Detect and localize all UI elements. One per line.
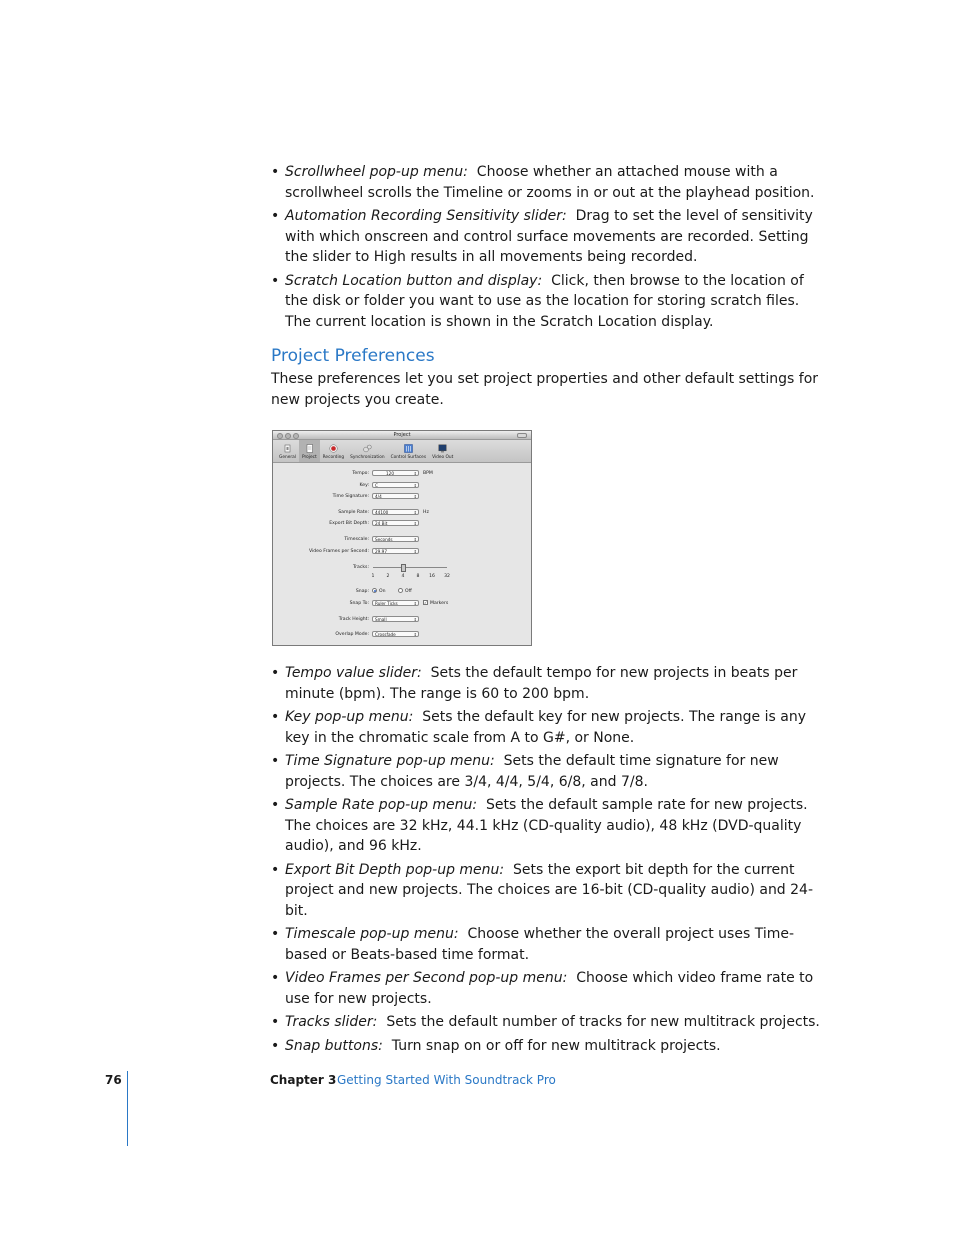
sync-gears-icon bbox=[363, 444, 372, 453]
bullet-text: Sets the default tempo for new projects in beats per minute (bpm). The range is 60 to 200 bpm. bbox=[285, 665, 798, 702]
tracks-slider[interactable] bbox=[371, 567, 450, 579]
tab-recording[interactable] bbox=[320, 440, 348, 462]
time-signature-popup[interactable]: 4/4 ⇕ bbox=[372, 493, 419, 499]
list-item bbox=[271, 206, 827, 268]
track-height-row bbox=[273, 616, 531, 624]
key-popup[interactable]: C ⇕ bbox=[372, 482, 419, 488]
bullet-text: Click, then browse to the location of the disk or folder you want to use as the location for storing scratch files. The current location is shown in the Scratch Location display. bbox=[285, 272, 804, 330]
snap-off-radio[interactable] bbox=[398, 588, 403, 593]
chapter-title: Getting Started With Soundtrack Pro bbox=[337, 1073, 556, 1087]
tempo-unit: BPM bbox=[423, 471, 433, 476]
list-item bbox=[271, 707, 827, 748]
page-number: 76 bbox=[105, 1073, 122, 1087]
timescale-label: Timescale: bbox=[344, 537, 369, 542]
sample-rate-popup[interactable]: 44100 ⇕ bbox=[372, 509, 419, 515]
sample-rate-label: Sample Rate: bbox=[338, 510, 369, 515]
project-preferences-window bbox=[272, 430, 532, 646]
tab-label: Video Out bbox=[432, 455, 454, 460]
video-frames-popup[interactable]: 29.97 ⇕ bbox=[372, 548, 419, 554]
bullet-list-top bbox=[271, 162, 827, 335]
bullet-term: Scrollwheel pop-up menu: bbox=[285, 164, 468, 180]
mixer-faders-icon bbox=[404, 444, 413, 453]
tick-label: 32 bbox=[444, 574, 450, 579]
snap-to-label: Snap To: bbox=[349, 601, 369, 606]
video-frames-row bbox=[273, 548, 531, 556]
tab-label: Recording bbox=[322, 455, 345, 460]
bullet-text: Choose which video frame rate to use for new projects. bbox=[285, 970, 814, 1007]
list-item bbox=[271, 1012, 827, 1033]
snap-label: Snap: bbox=[355, 589, 369, 594]
footer-divider bbox=[127, 1071, 128, 1146]
list-item bbox=[271, 924, 827, 965]
monitor-icon bbox=[438, 444, 447, 453]
section-heading: Project Preferences bbox=[271, 346, 435, 366]
tick-label: 16 bbox=[429, 574, 435, 579]
switch-icon bbox=[283, 444, 292, 453]
time-signature-row bbox=[273, 493, 531, 501]
toolbar-toggle-button[interactable] bbox=[517, 433, 527, 438]
tempo-row bbox=[273, 470, 531, 478]
overlap-mode-row bbox=[273, 631, 531, 639]
bullet-text: Drag to set the level of sensitivity with which onscreen and control surface movements are recorded. Setting the slider to High results in all movements being recorded. bbox=[285, 208, 813, 265]
bullet-text: Choose whether the overall project uses Time-based or Beats-based time format. bbox=[285, 926, 795, 963]
export-bit-depth-popup[interactable]: 24 Bit ⇕ bbox=[372, 520, 419, 526]
list-item bbox=[271, 968, 827, 1009]
bullet-text: Sets the default key for new projects. The range is any key in the chromatic scale from A to G#, or None. bbox=[285, 709, 806, 746]
overlap-mode-popup[interactable]: Crossfade ⇕ bbox=[372, 631, 419, 637]
bullet-text: Sets the default sample rate for new projects. The choices are 32 kHz, 44.1 kHz (CD-quality audio), 48 kHz (DVD-quality audio), and 96 kHz. bbox=[285, 797, 808, 854]
track-height-label: Track Height: bbox=[338, 617, 369, 622]
bullet-term: Sample Rate pop-up menu: bbox=[285, 797, 478, 813]
bullet-text: Turn snap on or off for new multitrack projects. bbox=[391, 1037, 721, 1054]
list-item bbox=[271, 162, 827, 203]
bullet-text: Sets the default number of tracks for new multitrack projects. bbox=[386, 1014, 820, 1030]
tab-label: General bbox=[279, 455, 296, 460]
tempo-value: 120 bbox=[386, 471, 394, 476]
key-row bbox=[273, 482, 531, 490]
timescale-popup[interactable]: Seconds ⇕ bbox=[372, 536, 419, 542]
tick-label: 8 bbox=[416, 574, 420, 579]
sample-rate-unit: Hz bbox=[423, 510, 429, 515]
tab-control-surfaces[interactable] bbox=[388, 440, 430, 462]
track-height-popup[interactable]: Small ⇕ bbox=[372, 616, 419, 622]
overlap-mode-label: Overlap Mode: bbox=[335, 632, 369, 637]
bullet-list-bottom bbox=[271, 663, 827, 1059]
tracks-slider-thumb[interactable] bbox=[401, 564, 406, 572]
markers-checkbox[interactable]: ✓ bbox=[424, 600, 428, 605]
tick-label: 4 bbox=[401, 574, 405, 579]
bullet-term: Tempo value slider: bbox=[285, 665, 422, 681]
list-item bbox=[271, 860, 827, 922]
bullet-term: Automation Recording Sensitivity slider: bbox=[285, 208, 567, 224]
export-bit-depth-row bbox=[273, 520, 531, 528]
snap-off-label: Off bbox=[405, 588, 412, 594]
bullet-term: Tracks slider: bbox=[285, 1014, 378, 1030]
window-titlebar bbox=[273, 431, 531, 440]
video-frames-label: Video Frames per Second: bbox=[308, 549, 369, 554]
time-signature-label: Time Signature: bbox=[332, 494, 369, 499]
bullet-term: Time Signature pop-up menu: bbox=[285, 753, 495, 769]
bullet-text: Sets the export bit depth for the current project and new projects. The choices are 16-bit (CD-quality audio) and 24-bit. bbox=[285, 861, 814, 919]
tempo-field[interactable] bbox=[372, 470, 419, 476]
timescale-row bbox=[273, 536, 531, 544]
snap-on-label: On bbox=[379, 588, 386, 594]
bullet-term: Video Frames per Second pop-up menu: bbox=[285, 970, 568, 986]
chapter-label: Chapter 3 bbox=[270, 1073, 337, 1087]
window-title: Project bbox=[393, 432, 411, 438]
section-intro: These preferences let you set project properties and other default settings for new projects you create. bbox=[271, 371, 819, 408]
bullet-text: Choose whether an attached mouse with a scrollwheel scrolls the Timeline or zooms in or out at the playhead position. bbox=[285, 164, 815, 201]
tracks-label: Tracks: bbox=[353, 565, 369, 570]
tick-label: 1 bbox=[371, 574, 375, 579]
tab-general[interactable] bbox=[276, 440, 299, 462]
markers-label: Markers bbox=[430, 600, 449, 606]
list-item bbox=[271, 271, 827, 333]
tab-synchronization[interactable] bbox=[347, 440, 387, 462]
snap-to-row bbox=[273, 600, 531, 608]
export-bit-depth-label: Export Bit Depth: bbox=[329, 521, 369, 526]
bullet-term: Timescale pop-up menu: bbox=[285, 926, 459, 942]
tempo-label: Tempo: bbox=[352, 471, 369, 476]
list-item bbox=[271, 795, 827, 857]
list-item bbox=[271, 663, 827, 704]
tab-video-out[interactable] bbox=[429, 440, 456, 462]
snap-on-radio[interactable] bbox=[372, 588, 377, 593]
tick-label: 2 bbox=[386, 574, 390, 579]
tab-label: Synchronization bbox=[350, 455, 385, 460]
bullet-term: Key pop-up menu: bbox=[285, 709, 414, 725]
tracks-row bbox=[273, 564, 531, 580]
key-label: Key: bbox=[359, 483, 369, 488]
preferences-toolbar bbox=[273, 440, 531, 463]
list-item bbox=[271, 1036, 827, 1057]
snap-row bbox=[273, 588, 531, 596]
tab-project[interactable] bbox=[299, 440, 320, 462]
tab-label: Control Surfaces bbox=[390, 455, 427, 460]
list-item bbox=[271, 751, 827, 792]
tab-label: Project bbox=[301, 455, 317, 460]
sample-rate-row bbox=[273, 509, 531, 517]
bullet-text: Sets the default time signature for new projects. The choices are 3/4, 4/4, 5/4, 6/8, and 7/8. bbox=[285, 753, 779, 790]
bullet-term: Export Bit Depth pop-up menu: bbox=[285, 861, 505, 878]
document-icon bbox=[305, 444, 314, 453]
bullet-term: Scratch Location button and display: bbox=[285, 272, 543, 289]
record-icon bbox=[329, 444, 338, 453]
bullet-term: Snap buttons: bbox=[285, 1037, 383, 1054]
snap-to-popup[interactable]: Ruler Ticks ⇕ bbox=[372, 600, 419, 606]
